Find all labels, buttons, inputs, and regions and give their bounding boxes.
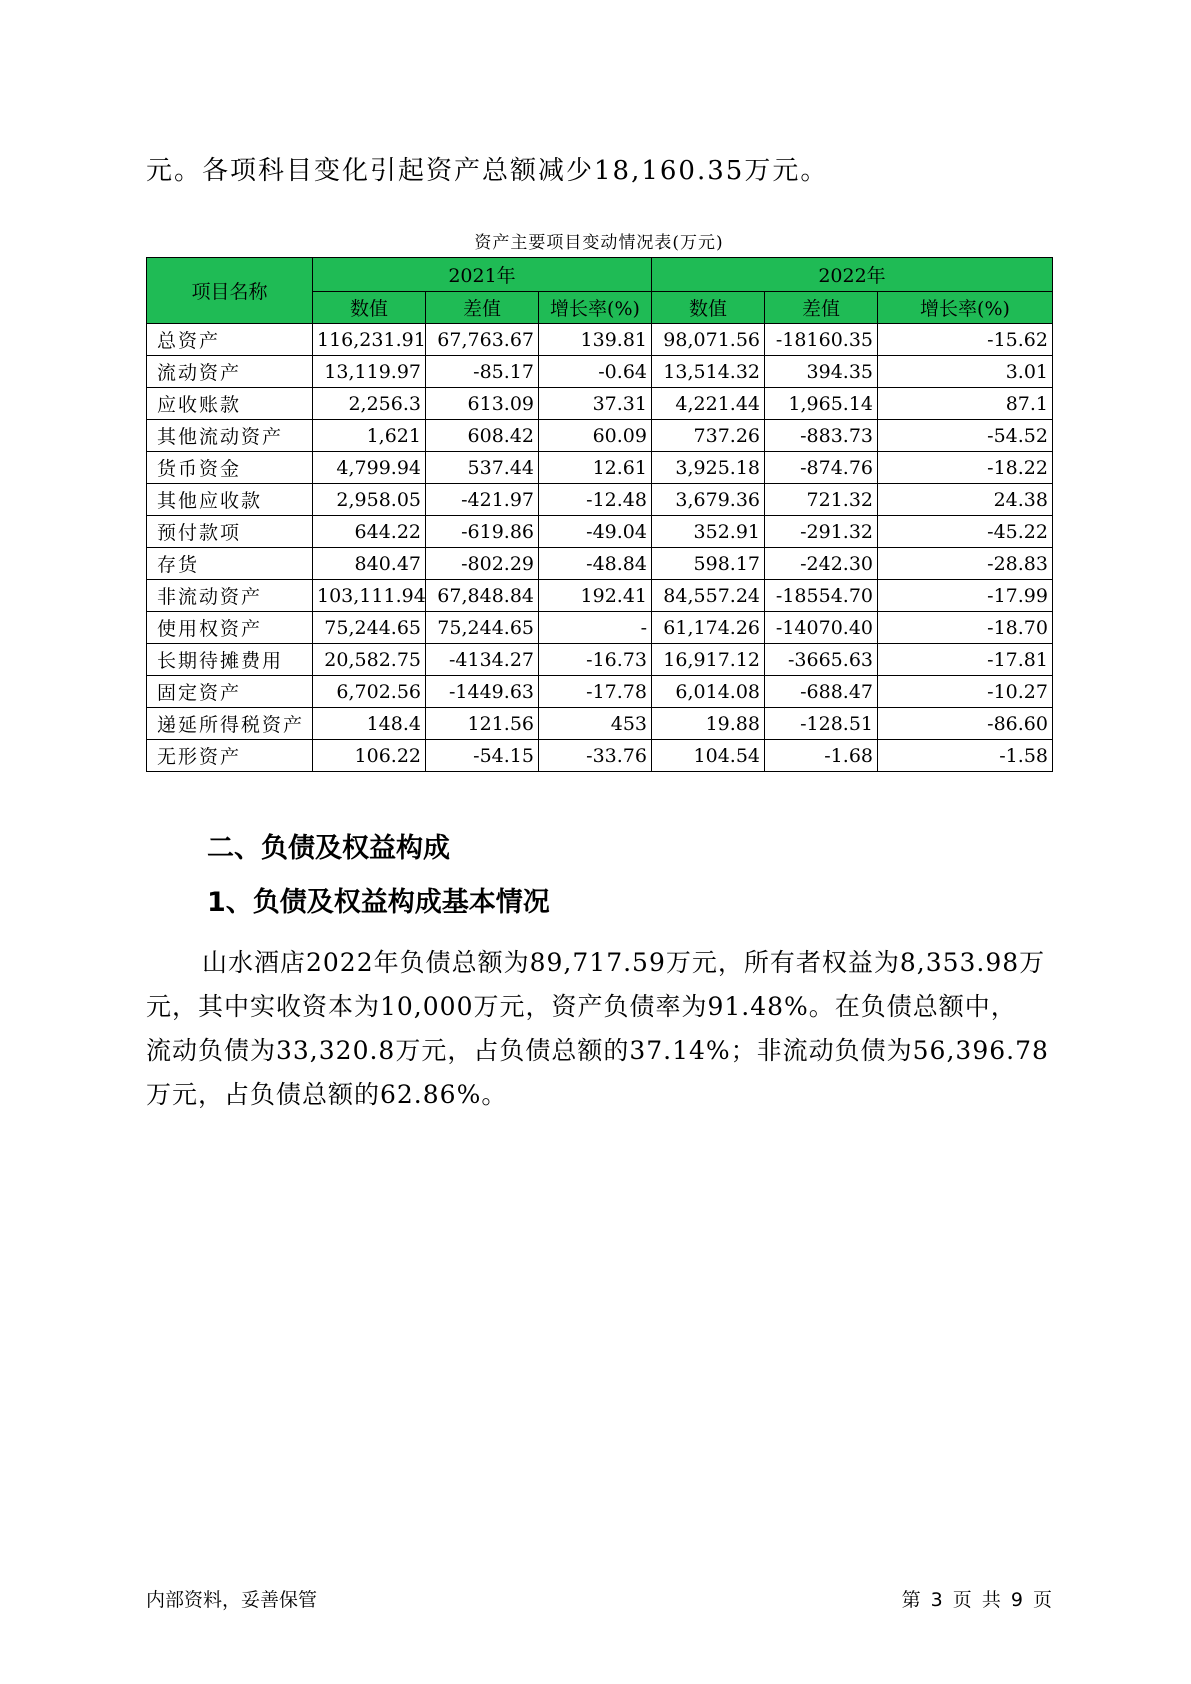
growth-2021-cell: 12.61 bbox=[539, 452, 652, 484]
section-heading: 二、负债及权益构成 bbox=[207, 833, 450, 864]
diff-2022-cell: -128.51 bbox=[765, 708, 878, 740]
diff-2022-cell: -14070.40 bbox=[765, 612, 878, 644]
value-2021-cell: 4,799.94 bbox=[313, 452, 426, 484]
diff-2021-cell: -421.97 bbox=[426, 484, 539, 516]
value-2022-cell: 98,071.56 bbox=[652, 324, 765, 356]
table-row bbox=[147, 388, 1053, 420]
diff-2021-cell: 75,244.65 bbox=[426, 612, 539, 644]
diff-2022-cell: -3665.63 bbox=[765, 644, 878, 676]
row-name-cell: 其他应收款 bbox=[147, 484, 313, 516]
body-line: 元，其中实收资本为10,000万元，资产负债率为91.48%。在负债总额中， bbox=[146, 992, 1017, 1021]
growth-2022-cell: -17.81 bbox=[878, 644, 1053, 676]
value-2022-cell: 3,925.18 bbox=[652, 452, 765, 484]
growth-2021-cell: -12.48 bbox=[539, 484, 652, 516]
table-row bbox=[147, 708, 1053, 740]
table-row bbox=[147, 484, 1053, 516]
row-name-cell: 长期待摊费用 bbox=[147, 644, 313, 676]
diff-2021-cell: 613.09 bbox=[426, 388, 539, 420]
diff-2021-cell: -54.15 bbox=[426, 740, 539, 772]
value-2022-cell: 6,014.08 bbox=[652, 676, 765, 708]
row-name-cell: 递延所得税资产 bbox=[147, 708, 313, 740]
diff-2021-cell: -619.86 bbox=[426, 516, 539, 548]
table-row bbox=[147, 612, 1053, 644]
table-row bbox=[147, 548, 1053, 580]
value-2021-cell: 1,621 bbox=[313, 420, 426, 452]
table-row bbox=[147, 676, 1053, 708]
intro-paragraph: 元。各项科目变化引起资产总额减少18,160.35万元。 bbox=[146, 156, 829, 186]
header-value-2022: 数值 bbox=[652, 292, 765, 324]
diff-2021-cell: 608.42 bbox=[426, 420, 539, 452]
value-2022-cell: 352.91 bbox=[652, 516, 765, 548]
table-row bbox=[147, 580, 1053, 612]
row-name-cell: 流动资产 bbox=[147, 356, 313, 388]
diff-2021-cell: 537.44 bbox=[426, 452, 539, 484]
growth-2021-cell: 192.41 bbox=[539, 580, 652, 612]
value-2021-cell: 840.47 bbox=[313, 548, 426, 580]
value-2022-cell: 4,221.44 bbox=[652, 388, 765, 420]
growth-2021-cell: -49.04 bbox=[539, 516, 652, 548]
diff-2022-cell: 721.32 bbox=[765, 484, 878, 516]
footer-page-number: 第 3 页 共 9 页 bbox=[901, 1589, 1052, 1611]
growth-2022-cell: -54.52 bbox=[878, 420, 1053, 452]
diff-2022-cell: -688.47 bbox=[765, 676, 878, 708]
header-value-2021: 数值 bbox=[313, 292, 426, 324]
growth-2022-cell: -45.22 bbox=[878, 516, 1053, 548]
row-name-cell: 应收账款 bbox=[147, 388, 313, 420]
header-growth-2022: 增长率(%) bbox=[878, 292, 1053, 324]
row-name-cell: 使用权资产 bbox=[147, 612, 313, 644]
diff-2022-cell: -874.76 bbox=[765, 452, 878, 484]
row-name-cell: 货币资金 bbox=[147, 452, 313, 484]
value-2022-cell: 84,557.24 bbox=[652, 580, 765, 612]
growth-2021-cell: -17.78 bbox=[539, 676, 652, 708]
value-2021-cell: 106.22 bbox=[313, 740, 426, 772]
body-line: 流动负债为33,320.8万元，占负债总额的37.14%；非流动负债为56,396.78 bbox=[146, 1036, 1049, 1065]
table-row bbox=[147, 516, 1053, 548]
growth-2022-cell: -17.99 bbox=[878, 580, 1053, 612]
value-2021-cell: 2,256.3 bbox=[313, 388, 426, 420]
header-item-name: 项目名称 bbox=[147, 258, 313, 324]
growth-2022-cell: -1.58 bbox=[878, 740, 1053, 772]
growth-2022-cell: 24.38 bbox=[878, 484, 1053, 516]
header-year-2021: 2021年 bbox=[313, 258, 652, 292]
value-2021-cell: 644.22 bbox=[313, 516, 426, 548]
table-row bbox=[147, 452, 1053, 484]
assets-change-table bbox=[146, 257, 1053, 772]
value-2022-cell: 19.88 bbox=[652, 708, 765, 740]
row-name-cell: 无形资产 bbox=[147, 740, 313, 772]
subsection-heading: 1、负债及权益构成基本情况 bbox=[207, 887, 550, 918]
growth-2021-cell: 139.81 bbox=[539, 324, 652, 356]
header-growth-2021: 增长率(%) bbox=[539, 292, 652, 324]
diff-2022-cell: 1,965.14 bbox=[765, 388, 878, 420]
growth-2021-cell: 60.09 bbox=[539, 420, 652, 452]
diff-2021-cell: -85.17 bbox=[426, 356, 539, 388]
growth-2021-cell: -0.64 bbox=[539, 356, 652, 388]
table-body bbox=[147, 324, 1053, 772]
table-row bbox=[147, 644, 1053, 676]
body-paragraph bbox=[146, 941, 1052, 1117]
header-year-2022: 2022年 bbox=[652, 258, 1053, 292]
value-2021-cell: 148.4 bbox=[313, 708, 426, 740]
table-title: 资产主要项目变动情况表(万元) bbox=[474, 233, 724, 253]
growth-2022-cell: 3.01 bbox=[878, 356, 1053, 388]
diff-2022-cell: -883.73 bbox=[765, 420, 878, 452]
table-row bbox=[147, 356, 1053, 388]
diff-2021-cell: 121.56 bbox=[426, 708, 539, 740]
value-2021-cell: 75,244.65 bbox=[313, 612, 426, 644]
growth-2022-cell: 87.1 bbox=[878, 388, 1053, 420]
growth-2022-cell: -86.60 bbox=[878, 708, 1053, 740]
row-name-cell: 非流动资产 bbox=[147, 580, 313, 612]
row-name-cell: 预付款项 bbox=[147, 516, 313, 548]
header-diff-2022: 差值 bbox=[765, 292, 878, 324]
growth-2021-cell: -33.76 bbox=[539, 740, 652, 772]
growth-2022-cell: -10.27 bbox=[878, 676, 1053, 708]
value-2022-cell: 104.54 bbox=[652, 740, 765, 772]
diff-2021-cell: 67,848.84 bbox=[426, 580, 539, 612]
row-name-cell: 其他流动资产 bbox=[147, 420, 313, 452]
growth-2022-cell: -15.62 bbox=[878, 324, 1053, 356]
growth-2021-cell: -48.84 bbox=[539, 548, 652, 580]
diff-2022-cell: 394.35 bbox=[765, 356, 878, 388]
value-2022-cell: 13,514.32 bbox=[652, 356, 765, 388]
diff-2022-cell: -291.32 bbox=[765, 516, 878, 548]
diff-2022-cell: -18554.70 bbox=[765, 580, 878, 612]
diff-2021-cell: 67,763.67 bbox=[426, 324, 539, 356]
value-2021-cell: 103,111.94 bbox=[313, 580, 426, 612]
diff-2022-cell: -18160.35 bbox=[765, 324, 878, 356]
growth-2022-cell: -18.22 bbox=[878, 452, 1053, 484]
diff-2021-cell: -4134.27 bbox=[426, 644, 539, 676]
table-row bbox=[147, 420, 1053, 452]
value-2021-cell: 6,702.56 bbox=[313, 676, 426, 708]
value-2021-cell: 20,582.75 bbox=[313, 644, 426, 676]
value-2022-cell: 61,174.26 bbox=[652, 612, 765, 644]
value-2021-cell: 116,231.91 bbox=[313, 324, 426, 356]
diff-2021-cell: -802.29 bbox=[426, 548, 539, 580]
footer-confidential-note: 内部资料，妥善保管 bbox=[146, 1589, 318, 1611]
body-line: 万元，占负债总额的62.86%。 bbox=[146, 1080, 508, 1109]
diff-2022-cell: -1.68 bbox=[765, 740, 878, 772]
table-row bbox=[147, 740, 1053, 772]
value-2021-cell: 13,119.97 bbox=[313, 356, 426, 388]
diff-2022-cell: -242.30 bbox=[765, 548, 878, 580]
value-2022-cell: 3,679.36 bbox=[652, 484, 765, 516]
value-2021-cell: 2,958.05 bbox=[313, 484, 426, 516]
table-row bbox=[147, 324, 1053, 356]
row-name-cell: 总资产 bbox=[147, 324, 313, 356]
header-diff-2021: 差值 bbox=[426, 292, 539, 324]
growth-2022-cell: -28.83 bbox=[878, 548, 1053, 580]
diff-2021-cell: -1449.63 bbox=[426, 676, 539, 708]
growth-2021-cell: 37.31 bbox=[539, 388, 652, 420]
growth-2022-cell: -18.70 bbox=[878, 612, 1053, 644]
row-name-cell: 固定资产 bbox=[147, 676, 313, 708]
value-2022-cell: 16,917.12 bbox=[652, 644, 765, 676]
row-name-cell: 存货 bbox=[147, 548, 313, 580]
growth-2021-cell: 453 bbox=[539, 708, 652, 740]
growth-2021-cell: - bbox=[539, 612, 652, 644]
value-2022-cell: 598.17 bbox=[652, 548, 765, 580]
value-2022-cell: 737.26 bbox=[652, 420, 765, 452]
body-line: 山水酒店2022年负债总额为89,717.59万元，所有者权益为8,353.98万 bbox=[202, 948, 1046, 977]
growth-2021-cell: -16.73 bbox=[539, 644, 652, 676]
